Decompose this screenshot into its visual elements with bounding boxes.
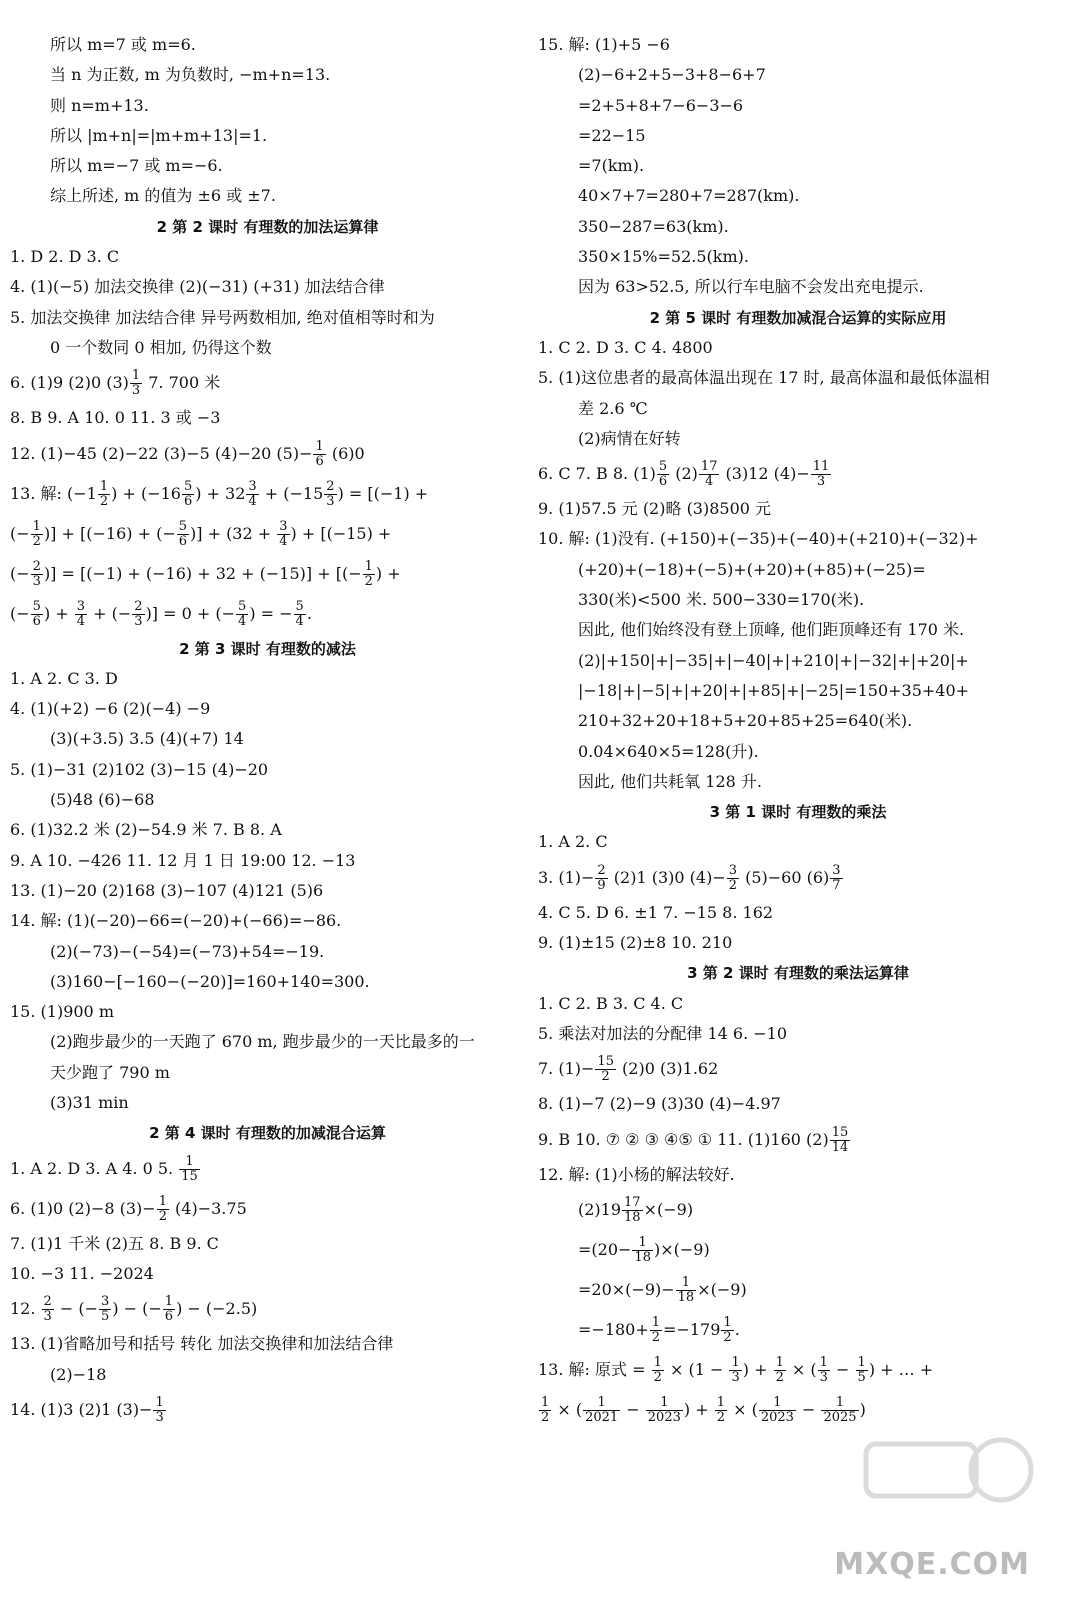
- fraction: $\frac{1}{2023}$: [760, 1394, 794, 1425]
- text: (2): [670, 464, 698, 484]
- fraction: $\frac{3}{4}$: [279, 518, 288, 549]
- text: )] = 0 + (−: [145, 603, 236, 623]
- answer-line: 13. (1)−20 (2)168 (3)−107 (4)121 (5)6: [10, 880, 324, 900]
- text: ) +: [375, 563, 401, 583]
- text: × (: [786, 1359, 817, 1379]
- answer-line: 因为 63>52.5, 所以行车电脑不会发出充电提示.: [578, 277, 924, 297]
- fraction: $\frac{1}{2023}$: [647, 1394, 681, 1425]
- answer-line: [10, 1149, 525, 1189]
- answer-line: 7. (1)1 千米 (2)五 8. B 9. C: [10, 1233, 219, 1253]
- text: ) + (−16: [111, 483, 181, 503]
- text: 13. 解: 原式 =: [538, 1359, 651, 1379]
- fraction: $\frac{2}{3}$: [43, 1294, 52, 1325]
- fraction: $\frac{5}{6}$: [658, 459, 668, 490]
- text: 12. (1)−45 (2)−22 (3)−5 (4)−20 (5)−: [10, 443, 313, 463]
- answer-line: (3)(+3.5) 3.5 (4)(+7) 14: [50, 729, 244, 749]
- text: ) − (−: [112, 1299, 162, 1319]
- fraction: $\frac{1}{2021}$: [585, 1394, 619, 1425]
- answer-line: 5. (1)这位患者的最高体温出现在 17 时, 最高体温和最低体温相: [538, 368, 990, 388]
- answer-line: 12. 解: (1)小杨的解法较好.: [538, 1164, 735, 1184]
- fraction: $\frac{17}{4}$: [700, 459, 718, 490]
- fraction: $\frac{3}{4}$: [76, 598, 86, 629]
- answer-line: 8. (1)−7 (2)−9 (3)30 (4)−4.97: [538, 1094, 781, 1114]
- fraction: $\frac{1}{6}$: [164, 1294, 174, 1325]
- text: ) = [(−1) +: [337, 483, 429, 503]
- text: 9. B 10. ⑦ ② ③ ④⑤ ① 11. (1)160 (2): [538, 1129, 829, 1149]
- answer-line: [538, 1190, 1058, 1230]
- text: ) − (−2.5): [176, 1299, 258, 1319]
- answer-line: (5)48 (6)−68: [50, 790, 155, 810]
- answer-line: [10, 594, 525, 634]
- answer-line: 5. 乘法对加法的分配律 14 6. −10: [538, 1023, 788, 1043]
- fraction: $\frac{5}{6}$: [183, 478, 193, 509]
- fraction: $\frac{1}{3}$: [731, 1354, 740, 1385]
- text: =20×(−9)−: [578, 1279, 675, 1299]
- section-heading: 3 第 1 课时 有理数的乘法: [709, 803, 887, 822]
- fraction: $\frac{1}{2}$: [651, 1314, 661, 1345]
- answer-line: [10, 1390, 525, 1430]
- answer-line: 10. −3 11. −2024: [10, 1263, 154, 1283]
- text: (−: [10, 523, 30, 543]
- answer-line: =2+5+8+7−6−3−6: [578, 95, 744, 115]
- fraction: $\frac{11}{3}$: [812, 459, 830, 490]
- answer-line: 350×15%=52.5(km).: [578, 247, 749, 267]
- answer-line: 所以 m=7 或 m=6.: [50, 35, 196, 54]
- fraction: $\frac{1}{2}$: [364, 558, 373, 589]
- fraction: $\frac{1}{3}$: [131, 368, 141, 399]
- fraction: $\frac{1}{18}$: [634, 1234, 651, 1265]
- fraction: $\frac{5}{4}$: [238, 598, 247, 629]
- answer-line: [10, 1189, 525, 1229]
- text: ×(−9): [643, 1199, 694, 1219]
- answer-line: 天少跑了 790 m: [50, 1062, 170, 1082]
- answer-line: 则 n=m+13.: [50, 95, 149, 115]
- answer-line: (2)−18: [50, 1364, 107, 1384]
- answer-line: [10, 514, 525, 554]
- text: − (−: [54, 1299, 99, 1319]
- fraction: $\frac{15}{14}$: [831, 1124, 849, 1155]
- text: )×(−9): [653, 1239, 710, 1259]
- text: (2)1 (3)0 (4)−: [608, 867, 726, 887]
- fraction: $\frac{3}{2}$: [728, 862, 737, 893]
- text: )] + (32 +: [190, 523, 277, 543]
- fraction: $\frac{5}{6}$: [32, 598, 41, 629]
- fraction: $\frac{3}{5}$: [101, 1294, 110, 1325]
- answer-line: 0.04×640×5=128(升).: [578, 741, 759, 761]
- fraction: $\frac{1}{6}$: [315, 438, 324, 469]
- text: 14. (1)3 (2)1 (3)−: [10, 1399, 153, 1419]
- text: 7. 700 米: [143, 373, 221, 393]
- fraction: $\frac{3}{4}$: [248, 478, 257, 509]
- answer-line: [538, 1120, 1058, 1160]
- text: ) +: [683, 1399, 714, 1419]
- answer-line: 10. 解: (1)没有. (+150)+(−35)+(−40)+(+210)+(−32)+: [538, 529, 979, 549]
- text: 12.: [10, 1299, 41, 1319]
- fraction: $\frac{2}{3}$: [134, 598, 143, 629]
- fraction: $\frac{1}{2}$: [32, 518, 41, 549]
- answer-line: (2)(−73)−(−54)=(−73)+54=−19.: [50, 941, 325, 961]
- answer-line: =22−15: [578, 125, 646, 145]
- answer-line: [538, 858, 1058, 898]
- text: 6. (1)9 (2)0 (3): [10, 373, 129, 393]
- fraction: $\frac{2}{3}$: [32, 558, 41, 589]
- watermark-logo: [846, 1430, 1036, 1540]
- fraction: $\frac{1}{15}$: [181, 1153, 198, 1184]
- text: ) +: [43, 603, 74, 623]
- answer-line: [10, 554, 525, 594]
- answer-line: 4. C 5. D 6. ±1 7. −15 8. 162: [538, 902, 774, 922]
- text: −: [796, 1399, 821, 1419]
- fraction: $\frac{1}{2}$: [541, 1394, 550, 1425]
- fraction: $\frac{5}{4}$: [295, 598, 304, 629]
- answer-line: 330(米)<500 米. 500−330=170(米).: [578, 590, 865, 610]
- text: (2)0 (3)1.62: [616, 1059, 719, 1079]
- answer-line: 210+32+20+18+5+20+85+25=640(米).: [578, 711, 913, 731]
- answer-line: 15. 解: (1)+5 −6: [538, 35, 670, 54]
- answer-line: [538, 454, 1058, 494]
- text: −: [621, 1399, 645, 1419]
- text: ×(−9): [697, 1279, 747, 1299]
- text: 13. 解: (−1: [10, 483, 97, 503]
- answer-line: [10, 363, 525, 403]
- answer-line: 差 2.6 ℃: [578, 398, 648, 418]
- text: ) + … +: [868, 1359, 934, 1379]
- fraction: $\frac{15}{2}$: [597, 1054, 614, 1085]
- text: −: [830, 1359, 855, 1379]
- answer-line: 4. (1)(+2) −6 (2)(−4) −9: [10, 699, 211, 719]
- text: ) = −: [249, 603, 293, 623]
- answer-line: [538, 1270, 1058, 1310]
- answer-line: =7(km).: [578, 156, 645, 176]
- answer-line: 5. (1)−31 (2)102 (3)−15 (4)−20: [10, 759, 269, 779]
- answer-line: 1. D 2. D 3. C: [10, 247, 120, 267]
- text: ): [859, 1399, 866, 1419]
- text: ) + 32: [195, 483, 246, 503]
- answer-line: (2)−6+2+5−3+8−6+7: [578, 65, 766, 85]
- answer-line: 6. (1)32.2 米 (2)−54.9 米 7. B 8. A: [10, 820, 282, 840]
- answer-line: 1. C 2. D 3. C 4. 4800: [538, 337, 713, 357]
- answer-line: [538, 1350, 1058, 1390]
- text: 1. A 2. D 3. A 4. 0 5.: [10, 1158, 179, 1178]
- answer-line: [538, 1390, 1058, 1430]
- fraction: $\frac{1}{2}$: [653, 1354, 662, 1385]
- right-column: [538, 30, 1058, 1430]
- fraction: $\frac{5}{6}$: [178, 518, 187, 549]
- answer-line: 综上所述, m 的值为 ±6 或 ±7.: [50, 186, 276, 206]
- text: (2)19: [578, 1199, 622, 1219]
- fraction: $\frac{2}{3}$: [326, 478, 335, 509]
- answer-line: 1. C 2. B 3. C 4. C: [538, 993, 684, 1013]
- answer-line: 40×7+7=280+7=287(km).: [578, 186, 800, 206]
- fraction: $\frac{1}{2025}$: [823, 1394, 857, 1425]
- answer-line: |−18|+|−5|+|+20|+|+85|+|−25|=150+35+40+: [578, 680, 970, 700]
- fraction: $\frac{1}{2}$: [775, 1354, 784, 1385]
- text: ) + [(−15) +: [290, 523, 392, 543]
- text: )] = [(−1) + (−16) + 32 + (−15)] + [(−: [43, 563, 362, 583]
- text: × (: [552, 1399, 583, 1419]
- fraction: $\frac{17}{18}$: [624, 1194, 641, 1225]
- answer-line: 9. A 10. −426 11. 12 月 1 日 19:00 12. −13: [10, 850, 356, 870]
- fraction: $\frac{1}{18}$: [677, 1274, 695, 1305]
- text: 3. (1)−: [538, 867, 595, 887]
- section-heading: 2 第 4 课时 有理数的加减混合运算: [149, 1124, 386, 1143]
- fraction: $\frac{1}{5}$: [857, 1354, 866, 1385]
- text: + (−: [88, 603, 132, 623]
- text: .: [734, 1319, 740, 1339]
- answer-line: [10, 1289, 525, 1329]
- answer-line: 因此, 他们始终没有登上顶峰, 他们距顶峰还有 170 米.: [578, 620, 965, 640]
- text: + (−15: [259, 483, 324, 503]
- text: (4)−3.75: [169, 1198, 247, 1218]
- answer-line: 15. (1)900 m: [10, 1002, 114, 1022]
- text: (3)12 (4)−: [720, 464, 810, 484]
- left-column: [10, 30, 525, 1430]
- answer-line: 350−287=63(km).: [578, 216, 729, 236]
- answer-line: 4. (1)(−5) 加法交换律 (2)(−31) (+31) 加法结合律: [10, 277, 385, 297]
- answer-line: [538, 1310, 1058, 1350]
- answer-line: 0 一个数同 0 相加, 仍得这个数: [50, 337, 272, 357]
- text: × (: [727, 1399, 758, 1419]
- answer-line: (2)病情在好转: [578, 428, 681, 448]
- fraction: $\frac{3}{7}$: [832, 862, 841, 893]
- text: × (1 −: [664, 1359, 729, 1379]
- text: .: [306, 603, 312, 623]
- answer-line: 因此, 他们共耗氧 128 升.: [578, 771, 762, 791]
- fraction: $\frac{1}{3}$: [819, 1354, 828, 1385]
- fraction: $\frac{1}{2}$: [716, 1394, 725, 1425]
- text: 7. (1)−: [538, 1059, 595, 1079]
- answer-line: 9. (1)±15 (2)±8 10. 210: [538, 933, 733, 953]
- answer-line: 当 n 为正数, m 为负数时, −m+n=13.: [50, 65, 331, 85]
- answer-line: 14. 解: (1)(−20)−66=(−20)+(−66)=−86.: [10, 911, 342, 931]
- text: ) +: [742, 1359, 773, 1379]
- answer-line: (+20)+(−18)+(−5)+(+20)+(+85)+(−25)=: [578, 559, 926, 579]
- text: 6. C 7. B 8. (1): [538, 464, 656, 484]
- section-heading: 2 第 5 课时 有理数加减混合运算的实际应用: [649, 308, 947, 327]
- fraction: $\frac{2}{9}$: [597, 862, 606, 893]
- text: (5)−60 (6): [740, 867, 830, 887]
- fraction: $\frac{1}{2}$: [99, 478, 109, 509]
- answer-line: 5. 加法交换律 加法结合律 异号两数相加, 绝对值相等时和为: [10, 307, 435, 327]
- text: =−180+: [578, 1319, 649, 1339]
- fraction: $\frac{1}{3}$: [155, 1394, 164, 1425]
- section-heading: 2 第 3 课时 有理数的减法: [179, 639, 356, 658]
- answer-line: 所以 m=−7 或 m=−6.: [50, 156, 223, 176]
- text: (−: [10, 603, 30, 623]
- answer-line: 9. (1)57.5 元 (2)略 (3)8500 元: [538, 499, 772, 519]
- text: =(20−: [578, 1239, 632, 1259]
- text: =−179: [663, 1319, 721, 1339]
- fraction: $\frac{1}{2}$: [158, 1193, 167, 1224]
- answer-line: [10, 474, 525, 514]
- answer-line: (3)31 min: [50, 1093, 129, 1113]
- answer-line: (2)|+150|+|−35|+|−40|+|+210|+|−32|+|+20|+: [578, 650, 969, 670]
- answer-line: (3)160−[−160−(−20)]=160+140=300.: [50, 971, 370, 991]
- text: (6)0: [326, 443, 365, 463]
- fraction: $\frac{1}{2}$: [723, 1314, 732, 1345]
- section-heading: 2 第 2 课时 有理数的加法运算律: [156, 217, 379, 236]
- answer-line: 1. A 2. C 3. D: [10, 668, 118, 688]
- watermark-text: MXQE.COM: [834, 1547, 1030, 1582]
- answer-line: 13. (1)省略加号和括号 转化 加法交换律和加法结合律: [10, 1334, 394, 1354]
- section-heading: 3 第 2 课时 有理数的乘法运算律: [687, 964, 909, 983]
- text: (−: [10, 563, 30, 583]
- answer-line: 1. A 2. C: [538, 832, 608, 852]
- answer-line: (2)跑步最少的一天跑了 670 m, 跑步最少的一天比最多的一: [50, 1032, 475, 1052]
- watermark-icon: [846, 1430, 1036, 1540]
- answer-line: 8. B 9. A 10. 0 11. 3 或 −3: [10, 408, 221, 428]
- answer-line: [538, 1230, 1058, 1270]
- answer-line: [10, 434, 525, 474]
- text: 6. (1)0 (2)−8 (3)−: [10, 1198, 156, 1218]
- text: )] + [(−16) + (−: [43, 523, 176, 543]
- answer-line: [538, 1049, 1058, 1089]
- answer-line: 所以 |m+n|=|m+m+13|=1.: [50, 125, 268, 145]
